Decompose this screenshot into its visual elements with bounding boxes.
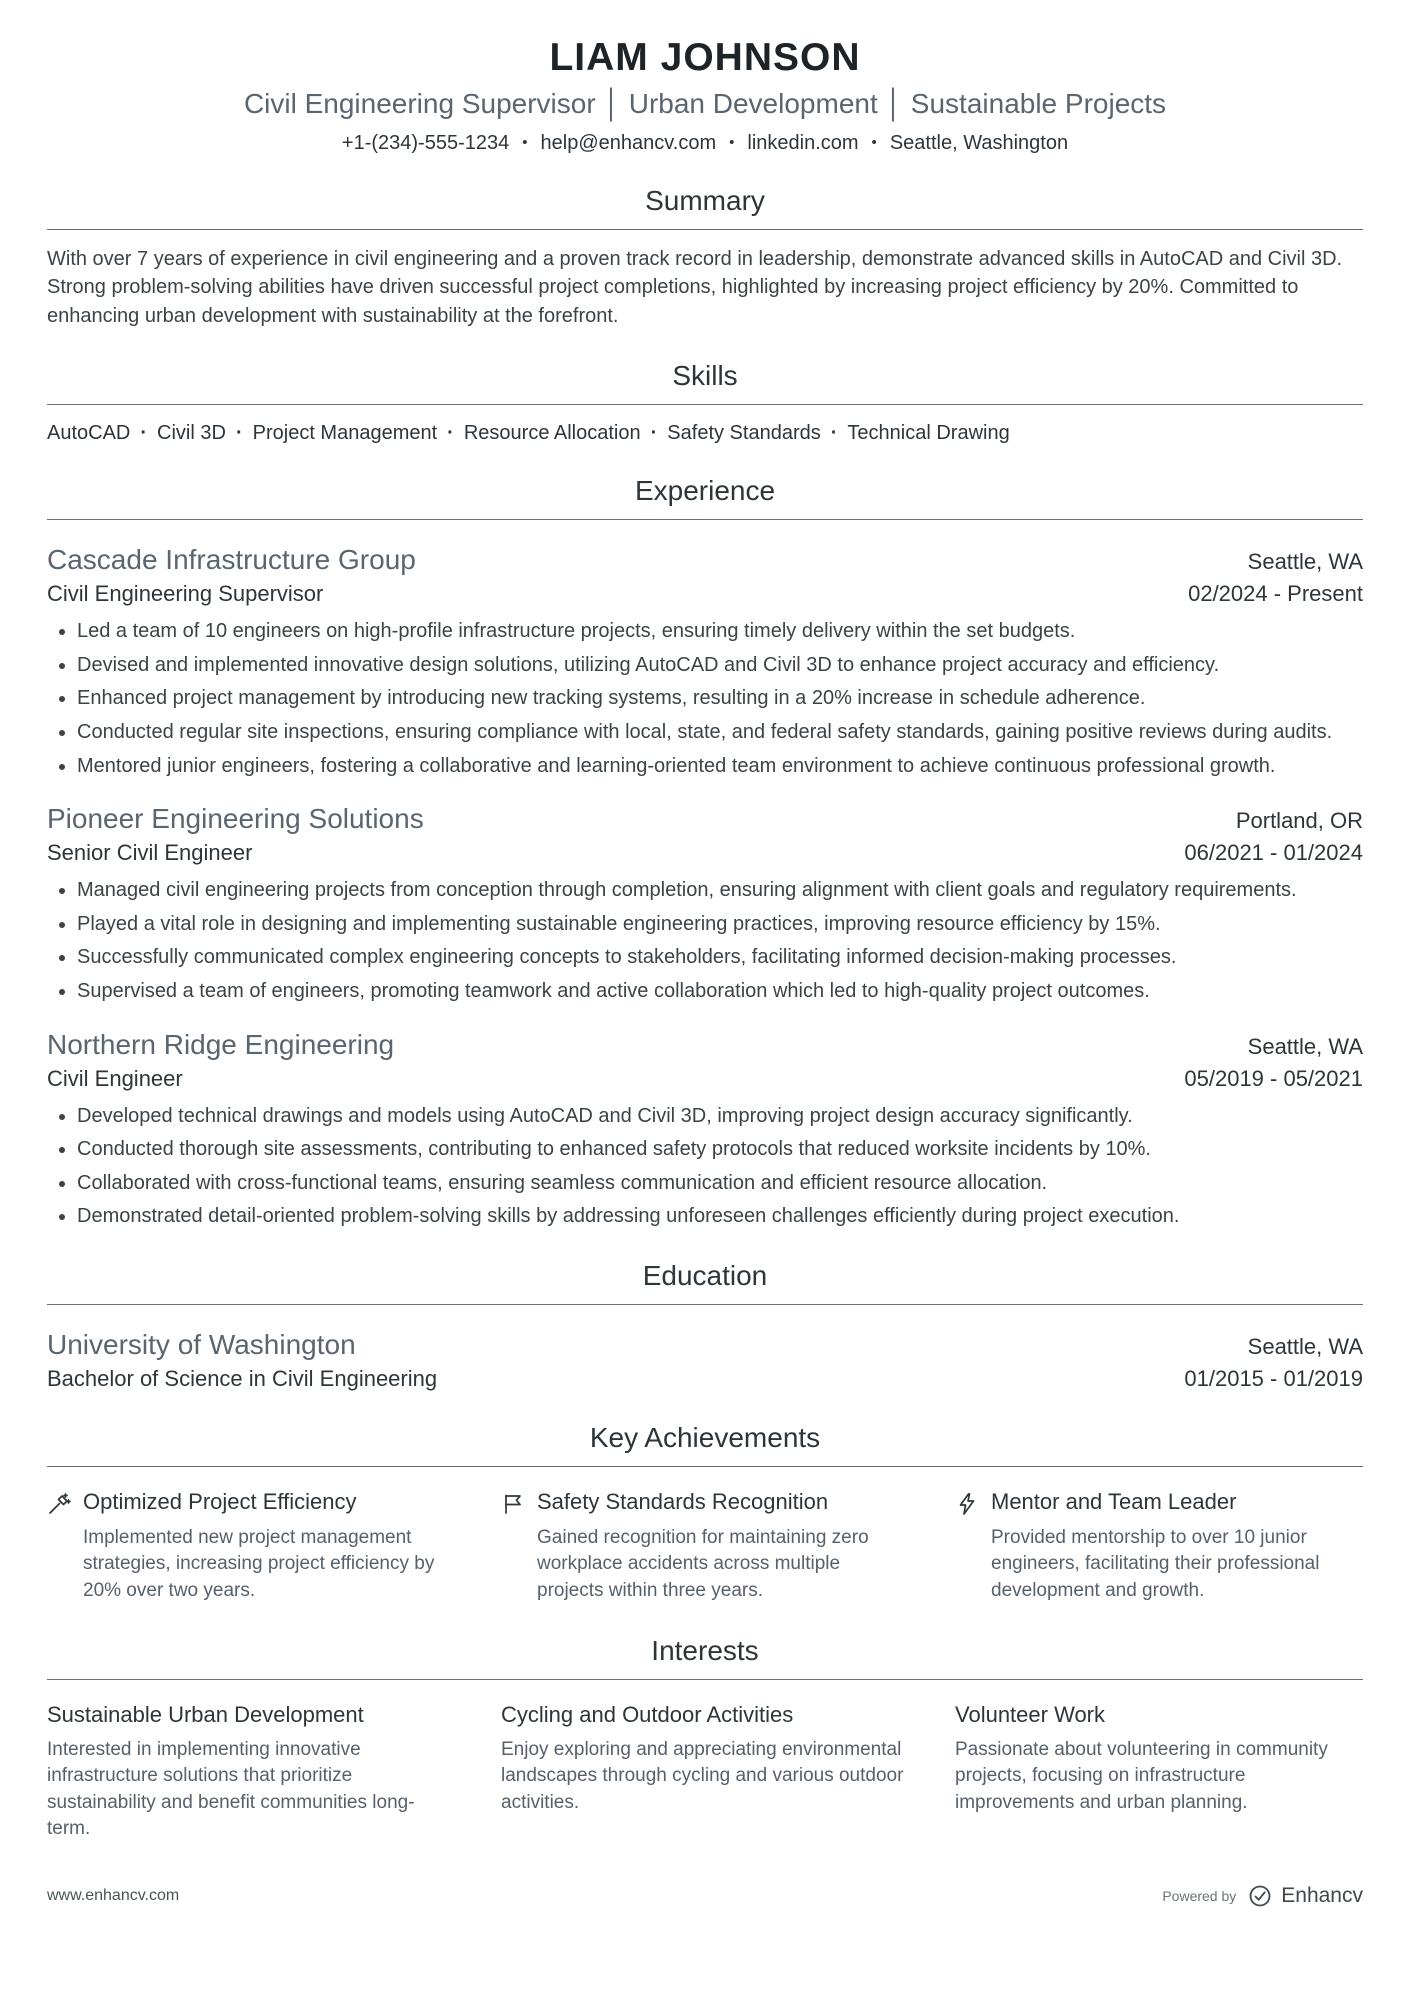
enhancv-brand-name: Enhancv bbox=[1281, 1884, 1363, 1908]
job-title: Senior Civil Engineer bbox=[47, 840, 253, 866]
experience-entry bbox=[47, 803, 1363, 1004]
experience-entry bbox=[47, 1029, 1363, 1230]
magic-wand-icon bbox=[47, 1492, 71, 1516]
skill-item: · Safety Standards bbox=[641, 422, 821, 444]
candidate-name: LIAM JOHNSON bbox=[549, 36, 861, 79]
achievements-columns bbox=[47, 1489, 1363, 1605]
candidate-headline: Civil Engineering Supervisor │ Urban Development │ Sustainable Projects bbox=[243, 88, 1167, 119]
achievements-section bbox=[47, 1422, 1363, 1605]
interest-card bbox=[955, 1702, 1363, 1843]
skills-section bbox=[47, 360, 1363, 445]
school-name: University of Washington bbox=[47, 1328, 356, 1360]
interest-title: Cycling and Outdoor Activities bbox=[501, 1701, 794, 1727]
interest-title: Sustainable Urban Development bbox=[47, 1701, 364, 1727]
enhancv-logo-icon bbox=[1247, 1883, 1273, 1909]
interest-card bbox=[501, 1702, 909, 1843]
company-name: Northern Ridge Engineering bbox=[47, 1028, 395, 1060]
interest-description: Interested in implementing innovative infrastructure solutions that prioritize sustainability and benefit communities long-term. bbox=[47, 1738, 415, 1840]
company-name: Pioneer Engineering Solutions bbox=[47, 803, 424, 835]
powered-by-label: Powered by bbox=[1162, 1888, 1237, 1905]
job-bullet: • Devised and implemented innovative design solutions, utilizing AutoCAD and Civil 3D to enhance project accuracy and efficiency. bbox=[77, 652, 1363, 679]
school-location: Seattle, WA bbox=[1247, 1333, 1363, 1359]
location-text: • Seattle, Washington bbox=[859, 132, 1069, 154]
job-dates: 02/2024 - Present bbox=[1188, 581, 1363, 607]
job-title: Civil Engineering Supervisor bbox=[47, 581, 324, 607]
achievement-title: Safety Standards Recognition bbox=[537, 1488, 829, 1514]
summary-text: With over 7 years of experience in civil engineering and a proven track record in leadership, demonstrate advanced skills in AutoCAD and Civil 3D. Strong problem-solving abilities have driven successful project completions, highlighted by increasing project efficiency by 20%. Committed to enhancing urban development with sustainability at the forefront. bbox=[47, 248, 1343, 327]
skill-item: · Civil 3D bbox=[130, 422, 226, 444]
job-bullet-list bbox=[47, 618, 1363, 779]
achievement-description: Implemented new project management strategies, increasing project efficiency by 20% over two years. bbox=[83, 1526, 435, 1602]
enhancv-brand[interactable] bbox=[1247, 1883, 1363, 1909]
summary-heading: Summary bbox=[47, 185, 1363, 230]
skills-heading: Skills bbox=[47, 360, 1363, 405]
job-bullet: • Played a vital role in designing and implementing sustainable engineering practices, improving resource efficiency by 15%. bbox=[77, 911, 1363, 938]
job-bullet: • Collaborated with cross-functional teams, ensuring seamless communication and efficient resource allocation. bbox=[77, 1170, 1363, 1197]
education-heading: Education bbox=[47, 1260, 1363, 1305]
interest-description: Enjoy exploring and appreciating environmental landscapes through cycling and various outdoor activities. bbox=[501, 1738, 904, 1813]
job-bullet: • Led a team of 10 engineers on high-profile infrastructure projects, ensuring timely delivery within the set budgets. bbox=[77, 618, 1363, 645]
skill-item: AutoCAD bbox=[47, 422, 131, 445]
job-bullet: • Enhanced project management by introducing new tracking systems, resulting in a 20% increase in schedule adherence. bbox=[77, 685, 1363, 712]
achievement-card bbox=[47, 1489, 455, 1605]
job-bullet: • Mentored junior engineers, fostering a collaborative and learning-oriented team environment to achieve continuous professional growth. bbox=[77, 753, 1363, 780]
phone-number: +1-(234)-555-1234 bbox=[341, 132, 510, 154]
job-location: Seattle, WA bbox=[1247, 1033, 1363, 1059]
job-bullet: • Managed civil engineering projects from conception through completion, ensuring alignment with client goals and regulatory requirements. bbox=[77, 877, 1363, 904]
experience-entry bbox=[47, 544, 1363, 779]
achievements-heading: Key Achievements bbox=[47, 1422, 1363, 1467]
education-entry bbox=[47, 1329, 1363, 1392]
job-bullet: • Conducted regular site inspections, ensuring compliance with local, state, and federal safety standards, gaining positive reviews during audits. bbox=[77, 719, 1363, 746]
experience-heading: Experience bbox=[47, 475, 1363, 520]
job-title: Civil Engineer bbox=[47, 1065, 183, 1091]
achievement-description: Gained recognition for maintaining zero workplace accidents across multiple projects within three years. bbox=[537, 1526, 869, 1602]
job-dates: 06/2021 - 01/2024 bbox=[1184, 840, 1363, 866]
job-location: Portland, OR bbox=[1235, 808, 1363, 834]
summary-section bbox=[47, 185, 1363, 330]
job-bullet: • Developed technical drawings and models using AutoCAD and Civil 3D, improving project design accuracy significantly. bbox=[77, 1103, 1363, 1130]
contact-row bbox=[47, 132, 1363, 155]
job-bullet-list bbox=[47, 1103, 1363, 1230]
page-footer bbox=[47, 1883, 1363, 1929]
interests-heading: Interests bbox=[47, 1635, 1363, 1680]
achievement-description: Provided mentorship to over 10 junior engineers, facilitating their professional development and growth. bbox=[991, 1526, 1320, 1602]
achievement-title: Mentor and Team Leader bbox=[991, 1488, 1237, 1514]
job-bullet-list bbox=[47, 877, 1363, 1004]
job-bullet: • Demonstrated detail-oriented problem-solving skills by addressing unforeseen challenges efficiently during project execution. bbox=[77, 1203, 1363, 1230]
education-dates: 01/2015 - 01/2019 bbox=[1184, 1365, 1363, 1391]
interests-columns bbox=[47, 1702, 1363, 1843]
job-bullet: • Successfully communicated complex engineering concepts to stakeholders, facilitating informed decision-making processes. bbox=[77, 944, 1363, 971]
interest-card bbox=[47, 1702, 455, 1843]
job-bullet: • Supervised a team of engineers, promoting teamwork and active collaboration which led to high-quality project outcomes. bbox=[77, 978, 1363, 1005]
skill-item: · Project Management bbox=[226, 422, 437, 444]
footer-website: www.enhancv.com bbox=[47, 1887, 180, 1905]
job-bullet: • Conducted thorough site assessments, contributing to enhanced safety protocols that reduced worksite incidents by 10%. bbox=[77, 1136, 1363, 1163]
job-dates: 05/2019 - 05/2021 bbox=[1184, 1065, 1363, 1091]
education-section bbox=[47, 1260, 1363, 1392]
job-location: Seattle, WA bbox=[1247, 549, 1363, 575]
degree-name: Bachelor of Science in Civil Engineering bbox=[47, 1365, 438, 1391]
skill-item: · Technical Drawing bbox=[821, 422, 1010, 444]
lightning-bolt-icon bbox=[955, 1492, 979, 1516]
achievement-card bbox=[501, 1489, 909, 1605]
achievement-title: Optimized Project Efficiency bbox=[83, 1488, 357, 1514]
achievement-card bbox=[955, 1489, 1363, 1605]
email-link[interactable]: • help@enhancv.com bbox=[509, 132, 716, 154]
interest-description: Passionate about volunteering in community projects, focusing on infrastructure improvements and urban planning. bbox=[955, 1738, 1328, 1813]
linkedin-link[interactable]: • linkedin.com bbox=[716, 132, 858, 154]
flag-icon bbox=[501, 1492, 525, 1516]
skills-list bbox=[47, 422, 1363, 445]
skill-item: · Resource Allocation bbox=[437, 422, 640, 444]
company-name: Cascade Infrastructure Group bbox=[47, 544, 416, 576]
experience-section bbox=[47, 475, 1363, 1230]
powered-by bbox=[1162, 1883, 1363, 1909]
interest-title: Volunteer Work bbox=[955, 1701, 1106, 1727]
resume-header bbox=[47, 36, 1363, 155]
interests-section bbox=[47, 1635, 1363, 1843]
